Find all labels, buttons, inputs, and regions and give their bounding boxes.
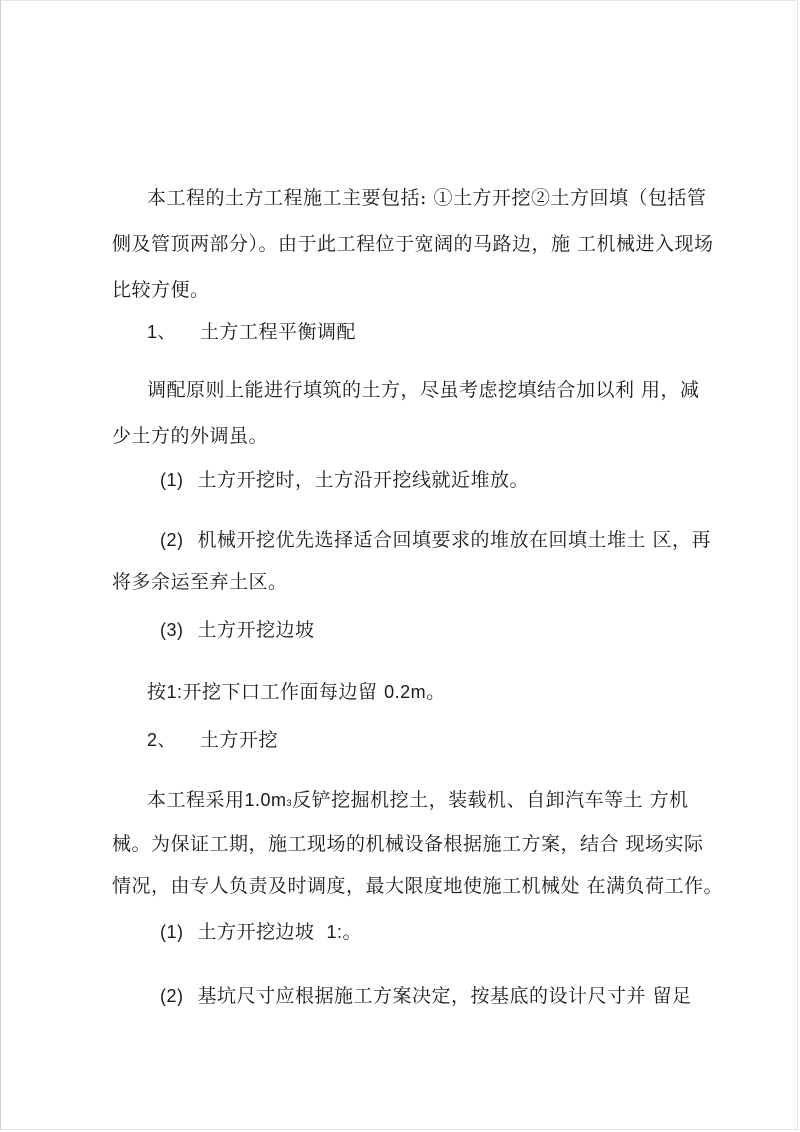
list-item-number: (1) xyxy=(160,922,184,942)
list-item-text: 土方开挖时，土方沿开挖线就近堆放。 xyxy=(197,469,530,491)
list-item-1-2 xyxy=(160,528,711,552)
paragraph-1-line-3: 比较方便。 xyxy=(112,279,210,301)
paragraph-1-line-1: 本工程的土方工程施工主要包括: ①土方开挖②土方回填（包括管 xyxy=(147,187,707,209)
section-1-number: 1、 xyxy=(147,322,177,342)
paragraph-2-line-1: 调配原则上能进行填筑的土方，尽虽考虑挖填结合加以利 用，减 xyxy=(147,379,700,401)
section-2-heading xyxy=(147,728,278,752)
paragraph-3-line-2: 械。为保证工期，施工现场的机械设备根据施工方案，结合 现场实际 xyxy=(112,833,704,855)
paragraph-1-line-2: 侧及管顶两部分）。由于此工程位于宽阔的马路边，施 工机械进入现场 xyxy=(112,233,714,255)
list-item-number: (2) xyxy=(160,530,184,550)
paragraph-3-post: 反铲挖掘机挖土，装载机、自卸汽车等土 方机 xyxy=(292,789,689,811)
list-item-text: 基坑尺寸应根据施工方案决定，按基底的设计尺寸并 留足 xyxy=(197,985,692,1007)
list-item-number: (2) xyxy=(160,986,184,1006)
slope-value: 0.2m xyxy=(384,682,427,702)
list-item-number: (3) xyxy=(160,620,184,640)
list-item-number: (1) xyxy=(160,470,184,490)
list-item-1-3 xyxy=(160,618,315,642)
list-item-1-1 xyxy=(160,468,529,492)
slope-middle: 开挖下口工作面每边留 xyxy=(182,681,385,703)
paragraph-3-line-1 xyxy=(147,788,689,815)
slope-suffix: 。 xyxy=(426,681,446,703)
list-item-suffix: 。 xyxy=(342,921,363,943)
slope-prefix: 按 xyxy=(147,681,167,703)
list-item-text: 土方开挖边坡 xyxy=(197,921,315,943)
slope-ratio-line xyxy=(147,680,446,704)
paragraph-3-line-3: 情况，由专人负责及时调度，最大限度地使施工机械处 在满负荷工作。 xyxy=(112,875,724,897)
list-item-2-2 xyxy=(160,984,692,1008)
list-item-text: 土方开挖边坡 xyxy=(197,619,315,641)
slope-ratio: 1: xyxy=(166,682,183,702)
list-item-1-2-continuation: 将多余运至弃土区。 xyxy=(112,571,288,593)
excavator-volume-unit: 3 xyxy=(286,798,293,808)
section-2-title: 土方开挖 xyxy=(200,729,279,751)
list-item-value: 1: xyxy=(326,922,343,942)
list-item-2-1 xyxy=(160,920,362,944)
paragraph-2-line-2: 少土方的外调虽。 xyxy=(112,425,269,447)
excavator-volume: 1.0m xyxy=(244,790,287,810)
section-1-title: 土方工程平衡调配 xyxy=(200,321,357,343)
section-1-heading xyxy=(147,320,356,344)
paragraph-3-pre: 本工程采用 xyxy=(147,789,245,811)
section-2-number: 2、 xyxy=(147,730,177,750)
list-item-text: 机械开挖优先选择适合回填要求的堆放在回填土堆土 区，再 xyxy=(197,529,712,551)
